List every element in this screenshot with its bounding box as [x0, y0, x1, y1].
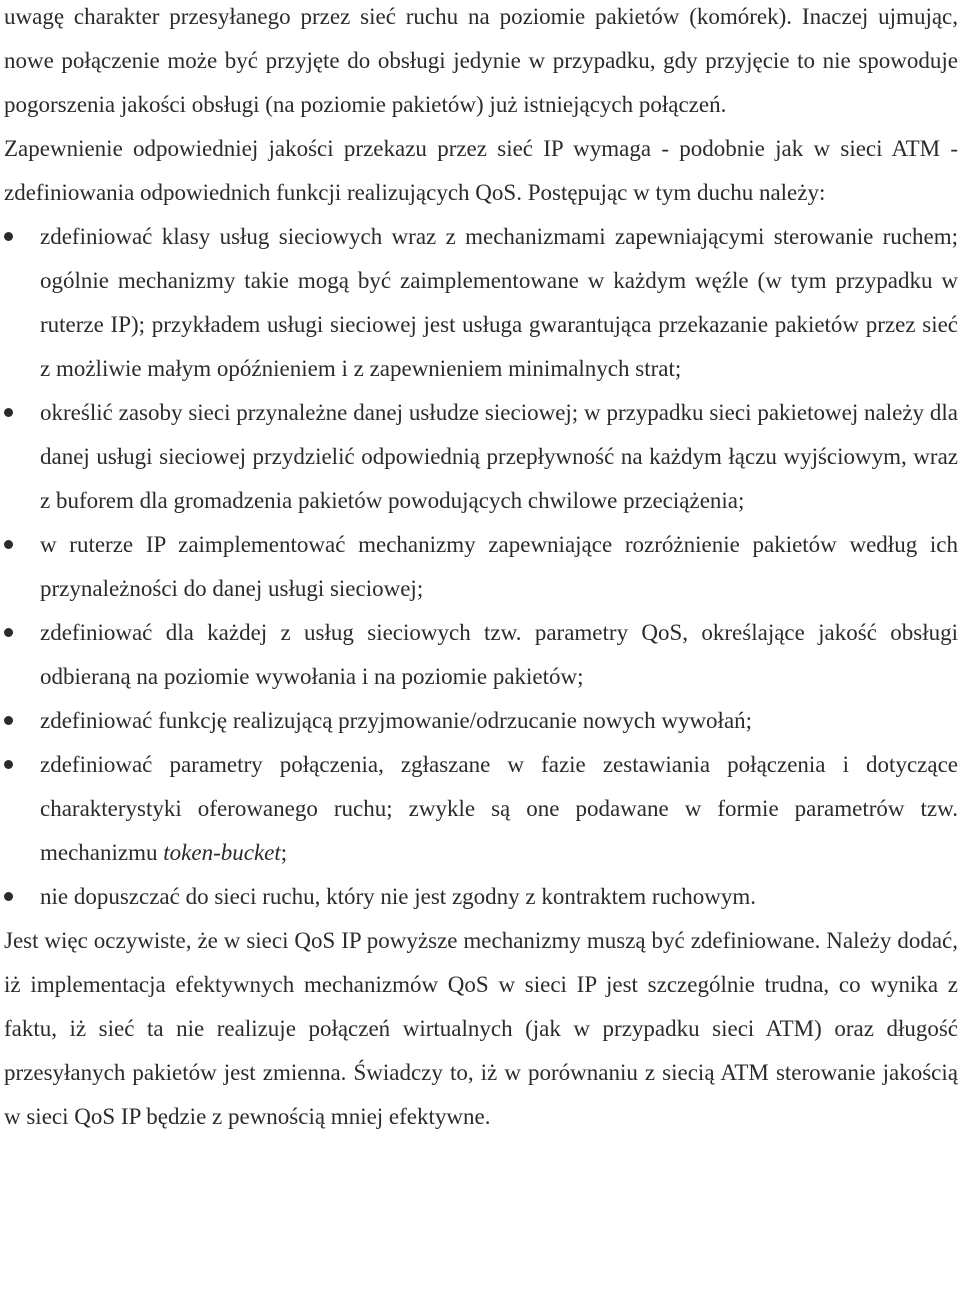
- list-item: [4, 875, 958, 919]
- paragraph-qos-requirements: Zapewnienie odpowiedniej jakości przekazu przez sieć IP wymaga - podobnie jak w sieci ATM - zdefiniowania odpowiednich funkcji realizujących QoS. Postępując w tym duchu należy:: [4, 136, 958, 205]
- list-item: [4, 699, 958, 743]
- list-item-text-before: zdefiniować parametry połączenia, zgłaszane w fazie zestawiania połączenia i dotyczące charakterystyki oferowanego ruchu; zwykle są one podawane w formie parametrów tzw. mechanizmu: [40, 752, 958, 865]
- list-item-text: zdefiniować klasy usług sieciowych wraz z mechanizmami zapewniającymi sterowanie ruchem; ogólnie mechanizmy takie mogą być zaimplementowane w każdym węźle (w tym przypadku w ruterze IP); przykładem usługi sieciowej jest usługa gwarantująca przekazanie pakietów przez sieć z możliwie małym opóźnieniem i z zapewnieniem minimalnych strat;: [40, 224, 958, 381]
- requirements-list: [4, 215, 958, 919]
- list-item: [4, 611, 958, 699]
- paragraph-conclusion: Jest więc oczywiste, że w sieci QoS IP powyższe mechanizmy muszą być zdefiniowane. Należy dodać, iż implementacja efektywnych mechanizmów QoS w sieci IP jest szczególnie trudna, co wynika z faktu, iż sieć ta nie realizuje połączeń wirtualnych (jak w przypadku sieci ATM) oraz długość przesyłanych pakietów jest zmienna. Świadczy to, iż w porównaniu z siecią ATM sterowanie jakością w sieci QoS IP będzie z pewnością mniej efektywne.: [4, 928, 958, 1129]
- list-item: [4, 743, 958, 875]
- list-item-text-after: ;: [280, 840, 288, 865]
- list-item-text: określić zasoby sieci przynależne danej usłudze sieciowej; w przypadku sieci pakietowej należy dla danej usługi sieciowej przydzielić odpowiednią przepływność na każdym łączu wyjściowym, wraz z buforem dla gromadzenia pakietów powodujących chwilowe przeciążenia;: [40, 400, 958, 513]
- token-bucket-term: token-bucket: [163, 840, 281, 865]
- bullet-icon: [4, 408, 13, 417]
- list-item: [4, 215, 958, 391]
- bullet-icon: [4, 892, 13, 901]
- bullet-icon: [4, 716, 13, 725]
- bullet-icon: [4, 232, 13, 241]
- list-item-text: w ruterze IP zaimplementować mechanizmy zapewniające rozróżnienie pakietów według ich przynależności do danej usługi sieciowej;: [40, 532, 958, 601]
- list-item-text: zdefiniować dla każdej z usług sieciowych tzw. parametry QoS, określające jakość obsługi odbieraną na poziomie wywołania i na poziomie pakietów;: [40, 620, 958, 689]
- paragraph-intro: uwagę charakter przesyłanego przez sieć ruchu na poziomie pakietów (komórek). Inaczej ujmując, nowe połączenie może być przyjęte do obsługi jedynie w przypadku, gdy przyjęcie to nie spowoduje pogorszenia jakości obsługi (na poziomie pakietów) już istniejących połączeń.: [4, 4, 958, 117]
- list-item-text: nie dopuszczać do sieci ruchu, który nie jest zgodny z kontraktem ruchowym.: [40, 884, 756, 909]
- document-page: [4, 0, 958, 1139]
- list-item: [4, 523, 958, 611]
- bullet-icon: [4, 628, 13, 637]
- bullet-icon: [4, 540, 13, 549]
- list-item: [4, 391, 958, 523]
- bullet-icon: [4, 760, 13, 769]
- list-item-text: zdefiniować funkcję realizującą przyjmowanie/odrzucanie nowych wywołań;: [40, 708, 753, 733]
